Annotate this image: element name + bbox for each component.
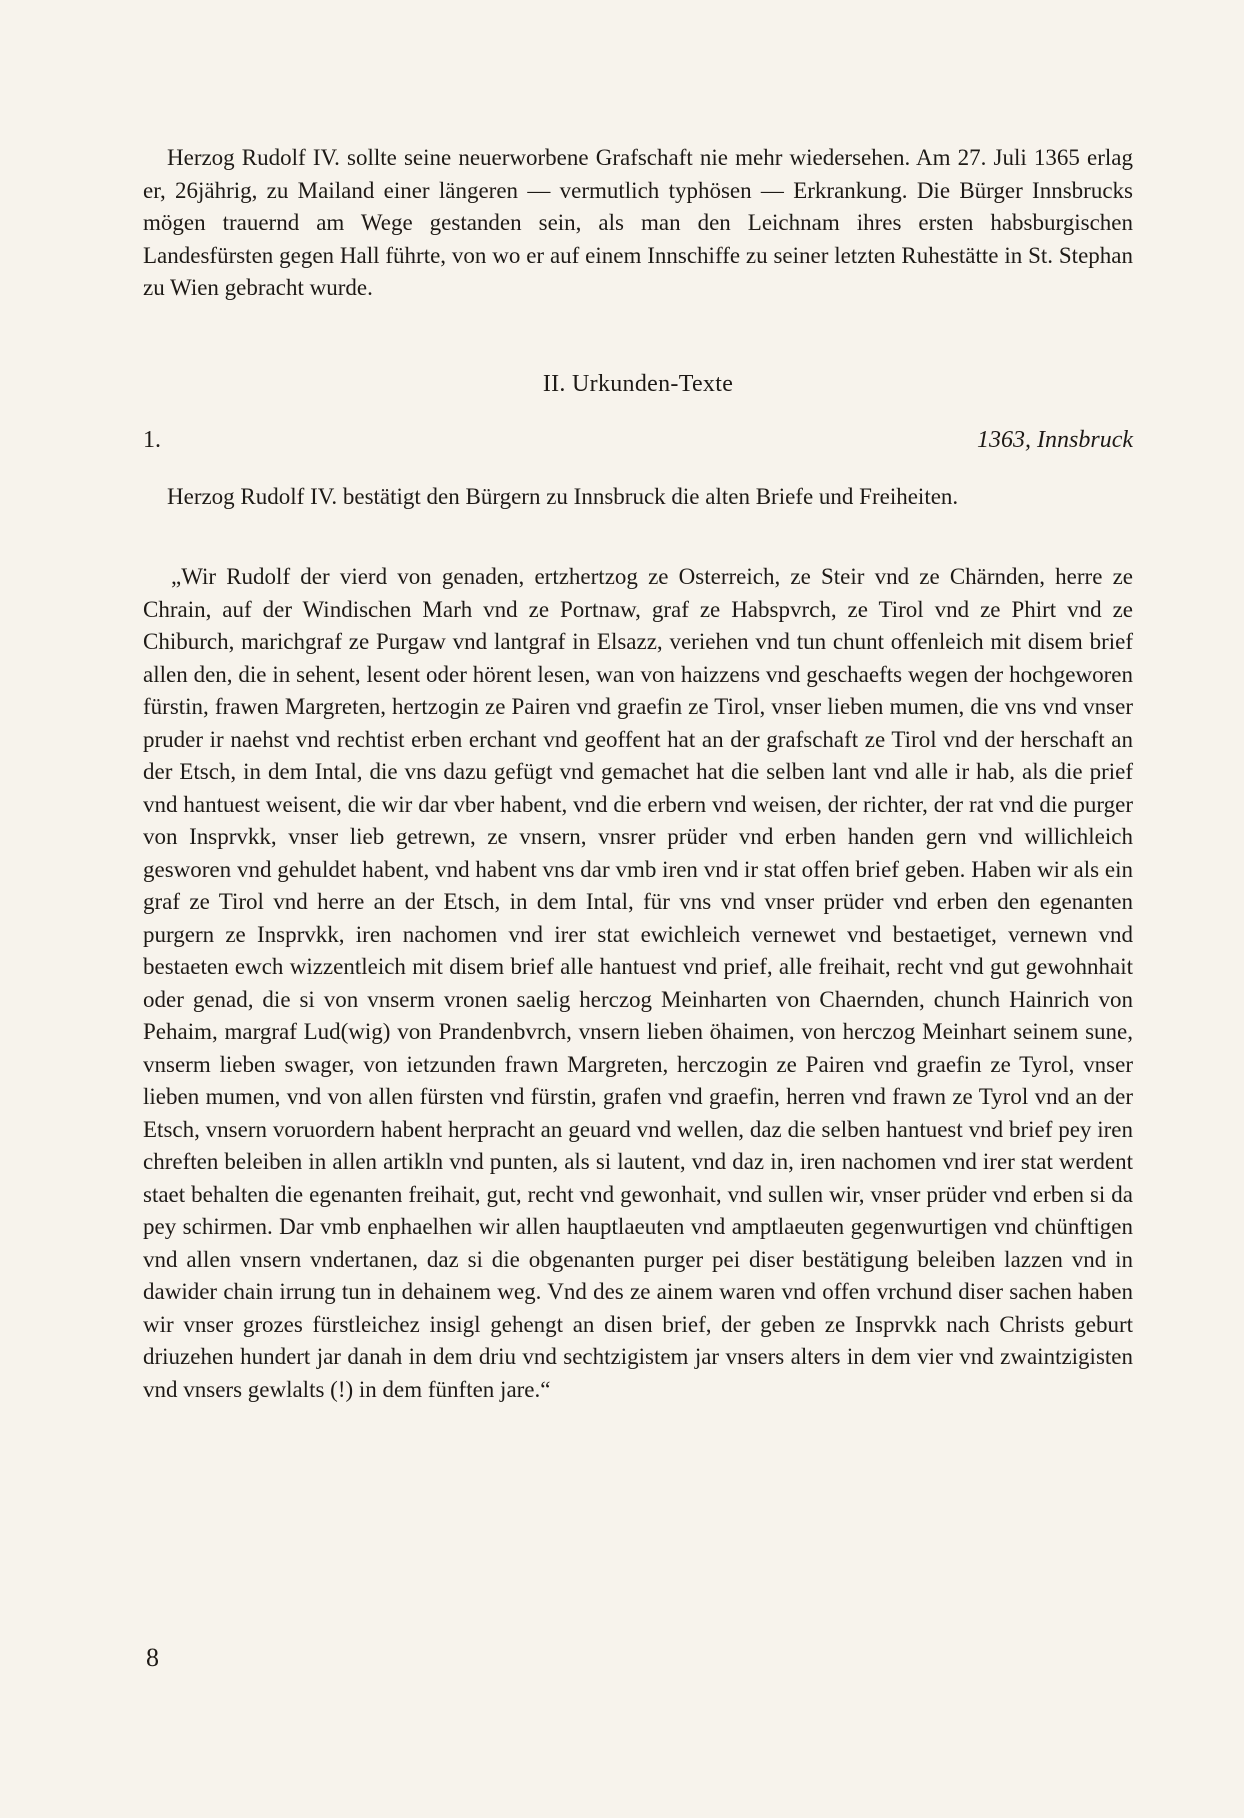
section-heading: II. Urkunden-Texte [542,371,734,397]
intro-paragraph: Herzog Rudolf IV. sollte seine neuerworbene Grafschaft nie mehr wiedersehen. Am 27. Juli 1365 erlag er, 26jährig, zu Mailand einer längeren — vermutlich typhösen — Erkrankung. Die Bürger Innsbrucks mögen trauernd am Wege gestanden sein, als man den Leichnam ihres ersten habsburgischen Landesfürsten gegen Hall führte, von wo er auf einem Innschiffe zu seiner letzten Ruhestätte in St. Stephan zu Wien gebracht wurde. [143,145,1133,300]
document-header [143,423,1133,457]
document-quote: „Wir Rudolf der vierd von genaden, ertzhertzog ze Osterreich, ze Steir vnd ze Chärnden, herre ze Chrain, auf der Windischen Marh vnd ze Portnaw, graf ze Habspvrch, ze Tirol vnd ze Phirt vnd ze Chiburch, marichgraf ze Purgaw vnd lantgraf in Elsazz, veriehen vnd tun chunt offenleich mit disem brief allen den, die in sehent, lesent oder hörent lesen, wan von haizzens vnd geschaefts wegen der hochgeworen fürstin, frawen Margreten, hertzogin ze Pairen vnd graefin ze Tirol, vnser lieben mumen, die vns vnd vnser pruder ir naehst vnd rechtist erben erchant vnd geoffent hat an der grafschaft ze Tirol vnd der herschaft an der Etsch, in dem Intal, die vns dazu gefügt vnd gemachet hat die selben lant vnd alle ir hab, als die prief vnd hantuest weisent, die wir dar vber habent, vnd die erbern vnd weisen, der richter, der rat vnd die purger von Insprvkk, vnser lieb getrewn, ze vnsern, vnsrer prüder vnd erben handen gern vnd willichleich gesworen vnd gehuldet habent, vnd habent vns dar vmb iren vnd ir stat offen brief geben. Haben wir als ein graf ze Tirol vnd herre an der Etsch, in dem Intal, für vns vnd vnser prüder vnd erben den egenanten purgern ze Insprvkk, iren nachomen vnd irer stat ewichleich vernewet vnd bestaetiget, vernewn vnd bestaeten ewch wizzentleich mit disem brief alle hantuest vnd prief, alle freihait, recht vnd gut gewohnhait oder genad, die si von vnserm vronen saelig herczog Meinharten von Chaernden, chunch Hainrich von Pehaim, margraf Lud(wig) von Prandenbvrch, vnsern lieben öhaimen, von herczog Meinhart seinem sune, vnserm lieben swager, von ietzunden frawn Margreten, herczogin ze Pairen vnd graefin ze Tyrol, vnser lieben mumen, vnd von allen fürsten vnd fürstin, grafen vnd graefin, herren vnd frawn ze Tyrol vnd an der Etsch, vnsern voruordern habent herpracht an geuard vnd wellen, daz die selben hantuest vnd brief pey iren chreften beleiben in allen artikln vnd punten, als si lautent, vnd daz in, iren nachomen vnd irer stat werdent staet behalten die egenanten freihait, gut, recht vnd gewonhait, vnd sullen wir, vnser prüder vnd erben si da pey schirmen. Dar vmb enphaelhen wir allen hauptlaeuten vnd amptlaeuten gegenwurtigen vnd chünftigen vnd allen vnsern vndertanen, daz si die obgenanten purger pei diser bestätigung beleiben lazzen vnd in dawider chain irrung tun in dehainem weg. Vnd des ze ainem waren vnd offen vrchund diser sachen haben wir vnser grozes fürstleichez insigl gehengt an disen brief, der geben ze Insprvkk nach Christs geburt driuzehen hundert jar danah in dem driu vnd sechtzigistem jar vnsers alters in dem vier vnd zwaintzigisten vnd vnsers gewlalts (!) in dem fünften jare.“ [143,564,1133,1402]
page-number: 8 [146,1643,159,1672]
document-summary: Herzog Rudolf IV. bestätigt den Bürgern zu Innsbruck die alten Briefe und Freiheiten. [167,484,959,509]
document-number: 1. [143,427,161,453]
document-date-place: 1363, Innsbruck [977,427,1133,453]
